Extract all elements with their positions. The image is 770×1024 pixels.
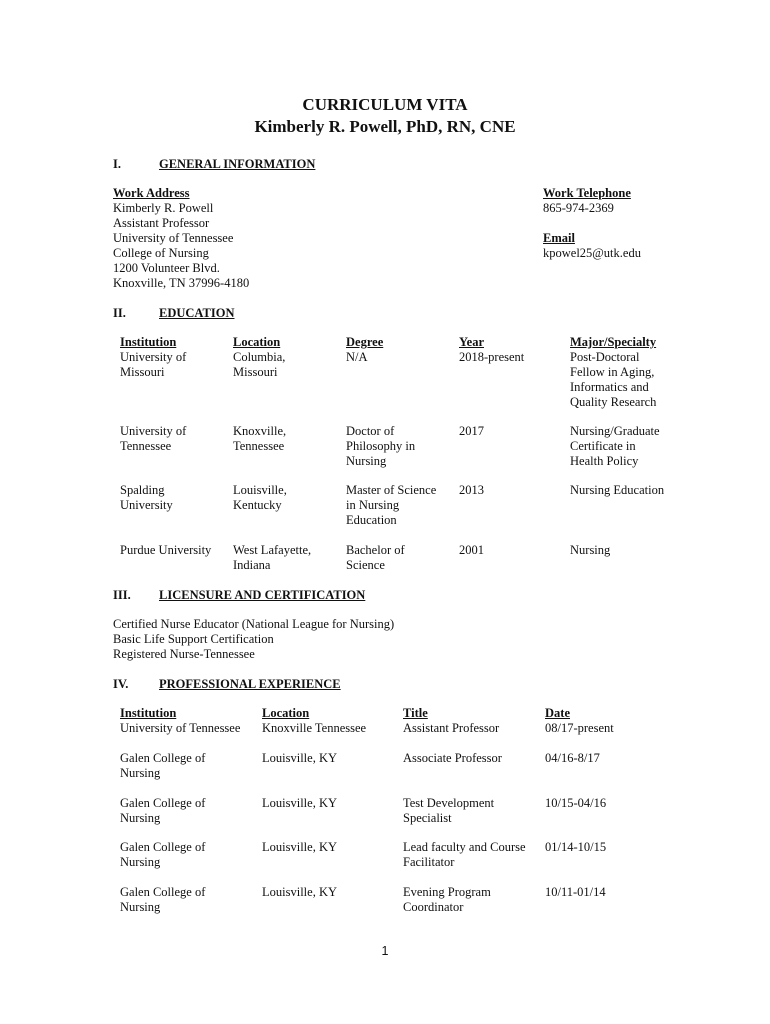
cell-line: 08/17-present <box>545 721 614 735</box>
cell-line: N/A <box>346 350 368 364</box>
table-cell-location <box>262 840 337 855</box>
address-line: Knoxville, TN 37996-4180 <box>113 276 250 290</box>
section-number: III. <box>113 588 131 602</box>
table-cell-degree <box>346 543 405 573</box>
table-cell-year <box>459 543 484 558</box>
cell-line: Louisville, <box>233 483 287 497</box>
table-cell-institution <box>120 840 205 870</box>
cell-line: 2017 <box>459 424 484 438</box>
cell-line: 2018-present <box>459 350 525 364</box>
cell-line: Knoxville Tennessee <box>262 721 367 735</box>
table-cell-date <box>545 840 606 855</box>
cell-line: Post-Doctoral <box>570 350 640 364</box>
table-cell-degree <box>346 483 436 528</box>
cell-line: University of Tennessee <box>120 721 241 735</box>
licensure-item: Certified Nurse Educator (National League for Nursing) <box>113 617 395 631</box>
cell-line: Tennessee <box>233 439 285 453</box>
table-cell-date <box>545 796 606 811</box>
table-cell-institution <box>120 751 205 781</box>
section-number: I. <box>113 157 121 171</box>
cell-line: Master of Science <box>346 483 437 497</box>
address-line: 1200 Volunteer Blvd. <box>113 261 220 275</box>
table-header: Year <box>459 335 484 349</box>
cell-line: Quality Research <box>570 395 657 409</box>
address-line: Assistant Professor <box>113 216 210 230</box>
licensure-item: Registered Nurse-Tennessee <box>113 647 255 661</box>
table-header: Degree <box>346 335 384 349</box>
cell-line: in Nursing <box>346 498 400 512</box>
table-cell-location <box>233 424 286 454</box>
cell-line: Louisville, KY <box>262 751 337 765</box>
cell-line: Galen College of <box>120 796 206 810</box>
table-header: Title <box>403 706 428 720</box>
cell-line: Missouri <box>120 365 165 379</box>
table-cell-title <box>403 751 502 766</box>
table-cell-location <box>262 721 366 736</box>
page-number: 1 <box>381 944 389 958</box>
table-cell-location <box>262 751 337 766</box>
author-name: Kimberly R. Powell, PhD, RN, CNE <box>254 117 516 136</box>
table-cell-degree <box>346 350 368 365</box>
cell-line: University of <box>120 350 187 364</box>
cell-line: Nursing <box>570 543 611 557</box>
cell-line: University <box>120 498 173 512</box>
table-cell-location <box>233 350 285 380</box>
section-title: LICENSURE AND CERTIFICATION <box>159 588 366 602</box>
cell-line: Nursing Education <box>570 483 665 497</box>
table-cell-date <box>545 721 614 736</box>
address-line: University of Tennessee <box>113 231 234 245</box>
email-link[interactable]: kpowel25@utk.edu <box>543 246 641 260</box>
table-cell-major <box>570 483 664 498</box>
table-cell-date <box>545 885 606 900</box>
cell-line: Louisville, KY <box>262 840 337 854</box>
cell-line: Tennessee <box>120 439 172 453</box>
table-header: Institution <box>120 706 177 720</box>
table-header: Institution <box>120 335 177 349</box>
table-cell-institution <box>120 721 240 736</box>
table-cell-major <box>570 424 660 469</box>
contact-block <box>543 186 641 261</box>
table-cell-major <box>570 543 610 558</box>
cell-line: Coordinator <box>403 900 464 914</box>
cell-line: Purdue University <box>120 543 212 557</box>
cell-line: Nursing <box>346 454 387 468</box>
cell-line: Assistant Professor <box>403 721 500 735</box>
table-header: Date <box>545 706 570 720</box>
cell-line: Associate Professor <box>403 751 502 765</box>
work-address-label: Work Address <box>113 186 190 200</box>
table-cell-institution <box>120 543 211 558</box>
table-cell-title <box>403 885 491 915</box>
cell-line: Education <box>346 513 397 527</box>
document-title: CURRICULUM VITA <box>302 95 468 114</box>
cell-line: 2013 <box>459 483 484 497</box>
cell-line: University of <box>120 424 187 438</box>
cell-line: Nursing <box>120 766 161 780</box>
table-cell-year <box>459 483 484 498</box>
cell-line: Evening Program <box>403 885 491 899</box>
cell-line: 04/16-8/17 <box>545 751 600 765</box>
table-cell-location <box>262 796 337 811</box>
cell-line: Kentucky <box>233 498 282 512</box>
section-title: EDUCATION <box>159 306 235 320</box>
cell-line: Health Policy <box>570 454 639 468</box>
table-header: Location <box>233 335 281 349</box>
cell-line: Philosophy in <box>346 439 416 453</box>
cell-line: 10/11-01/14 <box>545 885 606 899</box>
section-number: IV. <box>113 677 129 691</box>
table-cell-degree <box>346 424 415 469</box>
cell-line: Nursing/Graduate <box>570 424 660 438</box>
table-cell-date <box>545 751 600 766</box>
cell-line: Informatics and <box>570 380 649 394</box>
table-cell-year <box>459 350 524 365</box>
table-cell-title <box>403 796 494 826</box>
cell-line: Nursing <box>120 855 161 869</box>
cell-line: 01/14-10/15 <box>545 840 607 854</box>
address-line: Kimberly R. Powell <box>113 201 214 215</box>
licensure-item: Basic Life Support Certification <box>113 632 274 646</box>
cell-line: 10/15-04/16 <box>545 796 607 810</box>
cell-line: Fellow in Aging, <box>570 365 655 379</box>
table-header: Major/Specialty <box>570 335 657 349</box>
cell-line: Certificate in <box>570 439 636 453</box>
cell-line: Specialist <box>403 811 452 825</box>
work-telephone-label: Work Telephone <box>543 186 631 200</box>
table-cell-institution <box>120 885 205 915</box>
cell-line: Columbia, <box>233 350 286 364</box>
address-line: College of Nursing <box>113 246 209 260</box>
table-cell-major <box>570 350 656 410</box>
cell-line: Louisville, KY <box>262 796 337 810</box>
cell-line: Bachelor of <box>346 543 405 557</box>
table-cell-year <box>459 424 484 439</box>
table-cell-institution <box>120 424 186 454</box>
cell-line: Galen College of <box>120 885 206 899</box>
cell-line: Test Development <box>403 796 495 810</box>
licensure-list <box>113 617 394 662</box>
table-cell-title <box>403 721 499 736</box>
work-address-block <box>113 186 249 291</box>
email-label: Email <box>543 231 575 245</box>
cell-line: Nursing <box>120 811 161 825</box>
table-cell-institution <box>120 483 173 513</box>
cell-line: Indiana <box>233 558 271 572</box>
cell-line: Science <box>346 558 385 572</box>
cell-line: West Lafayette, <box>233 543 312 557</box>
section-title: PROFESSIONAL EXPERIENCE <box>159 677 341 691</box>
table-cell-title <box>403 840 526 870</box>
work-telephone: 865-974-2369 <box>543 201 614 215</box>
table-cell-location <box>233 543 311 573</box>
table-cell-location <box>233 483 287 513</box>
cell-line: Spalding <box>120 483 165 497</box>
cell-line: Galen College of <box>120 840 206 854</box>
section-number: II. <box>113 306 126 320</box>
cell-line: Louisville, KY <box>262 885 337 899</box>
table-cell-institution <box>120 350 186 380</box>
cell-line: 2001 <box>459 543 484 557</box>
table-cell-institution <box>120 796 205 826</box>
table-header: Location <box>262 706 310 720</box>
table-cell-location <box>262 885 337 900</box>
cell-line: Knoxville, <box>233 424 287 438</box>
cell-line: Missouri <box>233 365 278 379</box>
cell-line: Lead faculty and Course <box>403 840 526 854</box>
cell-line: Nursing <box>120 900 161 914</box>
section-title: GENERAL INFORMATION <box>159 157 316 171</box>
cell-line: Galen College of <box>120 751 206 765</box>
cell-line: Doctor of <box>346 424 395 438</box>
cell-line: Facilitator <box>403 855 455 869</box>
